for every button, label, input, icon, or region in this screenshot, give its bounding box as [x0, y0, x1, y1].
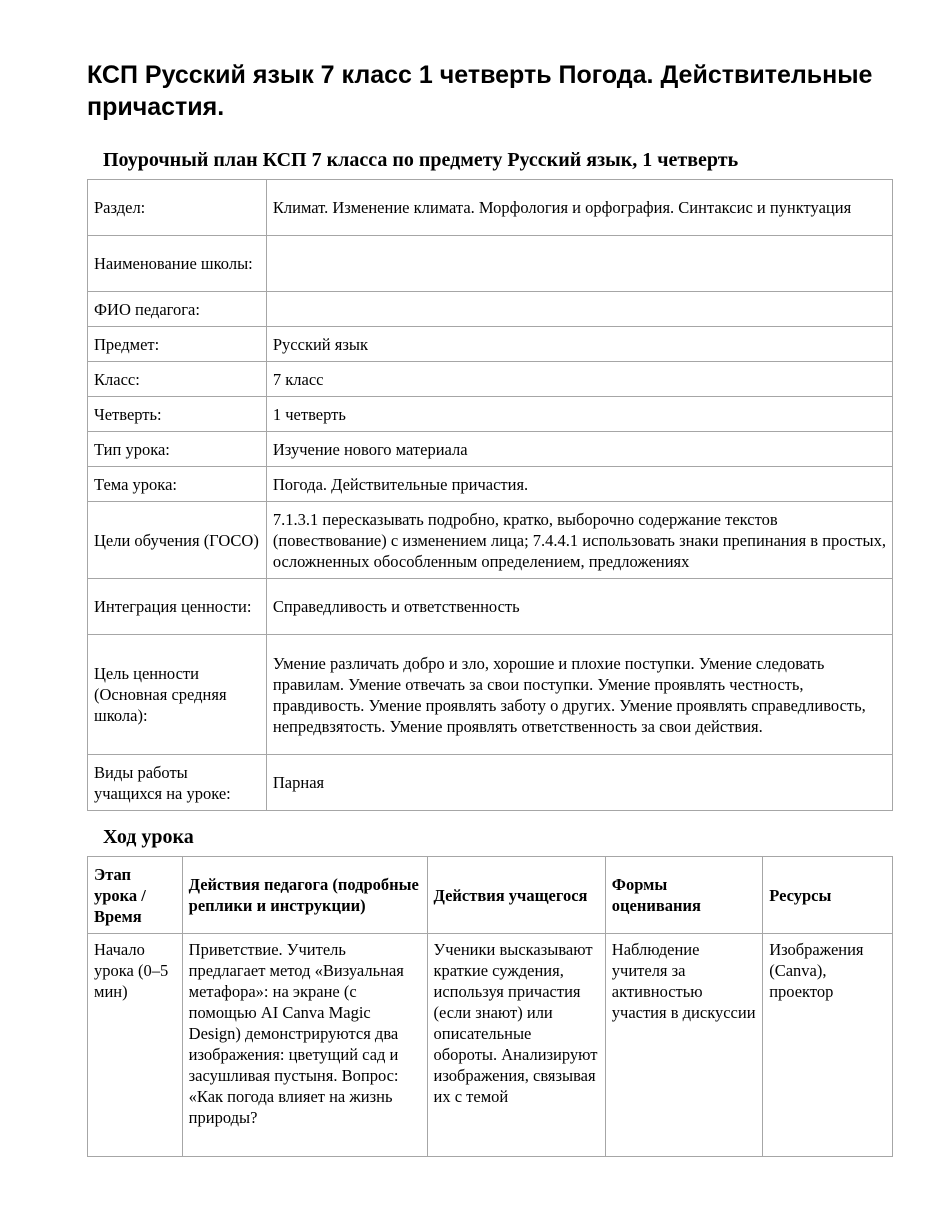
table-row: [88, 635, 893, 755]
document-title: КСП Русский язык 7 класс 1 четверть Погода. Действительные причастия.: [87, 61, 873, 121]
cell-stage: Начало урока (0–5 мин): [88, 934, 183, 1157]
row-value-lesson-topic: Погода. Действительные причастия.: [266, 467, 892, 502]
lesson-progress-heading: Ход урока: [103, 826, 194, 848]
row-label-subject: Предмет:: [88, 327, 267, 362]
row-label-learning-goals: Цели обучения (ГОСО): [88, 502, 267, 579]
row-value-work-types: Парная: [266, 755, 892, 811]
column-header-stage: Этап урока / Время: [88, 857, 183, 934]
row-value-teacher: [266, 292, 892, 327]
lesson-progress-table: [87, 856, 893, 1157]
row-value-section: Климат. Изменение климата. Морфология и орфография. Синтаксис и пунктуация: [266, 180, 892, 236]
column-header-resources: Ресурсы: [763, 857, 893, 934]
row-label-grade: Класс:: [88, 362, 267, 397]
column-header-student-actions: Действия учащегося: [427, 857, 605, 934]
table-row: [88, 292, 893, 327]
cell-resources: Изображения (Canva), проектор: [763, 934, 893, 1157]
row-value-grade: 7 класс: [266, 362, 892, 397]
cell-assessment: Наблюдение учителя за активностью участия в дискуссии: [605, 934, 762, 1157]
table-row: [88, 467, 893, 502]
table-row: [88, 755, 893, 811]
table-row: [88, 362, 893, 397]
column-header-assessment: Формы оценивания: [605, 857, 762, 934]
cell-teacher-actions: Приветствие. Учитель предлагает метод «Визуальная метафора»: на экране (с помощью AI Canva Magic Design) демонстрируются два изображения: цветущий сад и засушливая пустыня. Вопрос: «Как погода влияет на жизнь природы?: [182, 934, 427, 1157]
table-row: [88, 327, 893, 362]
row-label-school: Наименование школы:: [88, 236, 267, 292]
row-label-quarter: Четверть:: [88, 397, 267, 432]
plan-heading: Поурочный план КСП 7 класса по предмету Русский язык, 1 четверть: [103, 149, 739, 171]
lesson-info-table: [87, 179, 893, 811]
table-row: [88, 432, 893, 467]
row-label-lesson-type: Тип урока:: [88, 432, 267, 467]
table-row: [88, 236, 893, 292]
table-row: [88, 180, 893, 236]
cell-student-actions: Ученики высказывают краткие суждения, используя причастия (если знают) или описательные обороты. Анализируют изображения, связывая их с темой: [427, 934, 605, 1157]
row-value-school: [266, 236, 892, 292]
table-row: [88, 579, 893, 635]
table-row: [88, 502, 893, 579]
row-value-value-goal: Умение различать добро и зло, хорошие и плохие поступки. Умение следовать правилам. Умение отвечать за свои поступки. Умение проявлять честность, правдивость. Умение проявлять заботу о других. Умение проявлять справедливость, непредвзятость. Умение проявлять ответственность за свои действия.: [266, 635, 892, 755]
row-value-quarter: 1 четверть: [266, 397, 892, 432]
column-header-teacher-actions: Действия педагога (подробные реплики и инструкции): [182, 857, 427, 934]
row-label-work-types: Виды работы учащихся на уроке:: [88, 755, 267, 811]
table-row: [88, 397, 893, 432]
table-header-row: [88, 857, 893, 934]
row-label-teacher: ФИО педагога:: [88, 292, 267, 327]
row-label-lesson-topic: Тема урока:: [88, 467, 267, 502]
row-value-lesson-type: Изучение нового материала: [266, 432, 892, 467]
row-label-section: Раздел:: [88, 180, 267, 236]
row-value-learning-goals: 7.1.3.1 пересказывать подробно, кратко, выборочно содержание текстов (повествование) с изменением лица; 7.4.4.1 использовать знаки препинания в простых, осложненных обособленным определением, предложениях: [266, 502, 892, 579]
row-label-value-integration: Интеграция ценности:: [88, 579, 267, 635]
row-value-value-integration: Справедливость и ответственность: [266, 579, 892, 635]
row-value-subject: Русский язык: [266, 327, 892, 362]
table-row: [88, 934, 893, 1157]
row-label-value-goal: Цель ценности (Основная средняя школа):: [88, 635, 267, 755]
